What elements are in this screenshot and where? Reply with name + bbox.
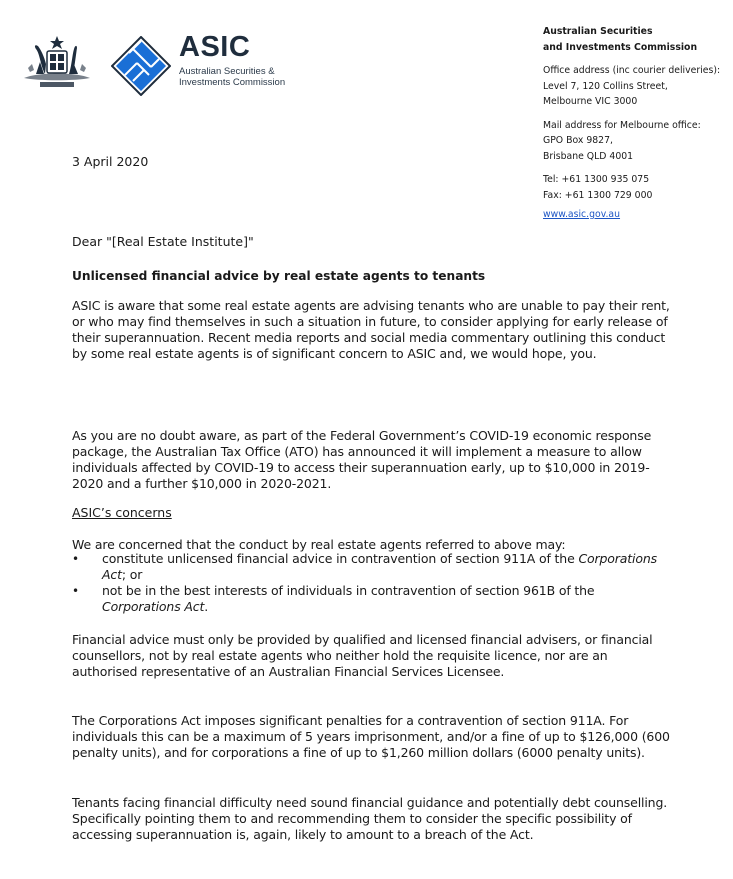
brand-sub-line2: Investments Commission xyxy=(179,77,286,88)
coat-of-arms-icon xyxy=(18,34,96,96)
concerns-list xyxy=(72,551,672,615)
bullet-tail: ; or xyxy=(121,567,143,582)
mail-line1: GPO Box 9827, xyxy=(543,135,613,146)
list-item xyxy=(72,583,672,615)
asic-logo-icon xyxy=(111,36,171,96)
paragraph-1: ASIC is aware that some real estate agents are advising tenants who are unable to pay their rent, or who may find themselves in such a situation in future, to consider applying for early release of their superannuation. Recent media reports and social media commentary outlining this conduct by some real estate agents is of significant concern to ASIC and, we would hope, you. xyxy=(72,298,670,361)
tel: Tel: +61 1300 935 075 xyxy=(543,174,650,185)
bullet-italic: Corporations Act xyxy=(102,551,657,582)
salutation: Dear "[Real Estate Institute]" xyxy=(72,234,254,249)
asic-brand-subtitle xyxy=(179,66,285,88)
bullet-text: constitute unlicensed financial advice in contravention of section 911A of the xyxy=(102,551,579,566)
asic-brand-name: ASIC xyxy=(179,31,251,63)
office-line1: Level 7, 120 Collins Street, xyxy=(543,80,668,92)
org-name-line1: Australian Securities xyxy=(543,26,653,37)
bullet-tail: . xyxy=(204,599,209,614)
website-link[interactable]: www.asic.gov.au xyxy=(543,209,621,220)
brand-sub-line1: Australian Securities & xyxy=(179,66,275,77)
paragraph-6: Tenants facing financial difficulty need sound financial guidance and potentially debt counselling. Specifically pointing them to and recommending them to consider the specific possibility of accessing superannuation is, again, likely to amount to a breach of the Act. xyxy=(72,795,668,842)
list-item xyxy=(72,551,672,583)
org-name-line2: and Investments Commission xyxy=(543,41,698,53)
mail-line2: Brisbane QLD 4001 xyxy=(543,150,634,162)
concerns-heading: ASIC’s concerns xyxy=(72,505,172,520)
address-block xyxy=(543,24,720,223)
bullet-italic: Corporations Act xyxy=(102,599,205,614)
bullet-icon: • xyxy=(72,584,79,598)
office-label: Office address (inc courier deliveries): xyxy=(543,65,721,76)
letter-date: 3 April 2020 xyxy=(72,154,149,169)
paragraph-2: As you are no doubt aware, as part of the Federal Government’s COVID-19 economic response package, the Australian Tax Office (ATO) has announced it will implement a measure to allow individuals affected by COVID-19 to access their superannuation early, up to $10,000 in 2019-2020 and a further $10,000 in 2020-2021. xyxy=(72,428,652,491)
paragraph-5: The Corporations Act imposes significant penalties for a contravention of section 911A. For individuals this can be a maximum of 5 years imprisonment, and/or a fine of up to $126,000 (600 penalty units), and for corporations a fine of up to $1,260 million dollars (6000 penalty units). xyxy=(72,713,670,760)
fax: Fax: +61 1300 729 000 xyxy=(543,189,653,201)
subject-heading: Unlicensed financial advice by real estate agents to tenants xyxy=(72,269,486,283)
paragraph-4: Financial advice must only be provided by qualified and licensed financial advisers, or financial counsellors, not by real estate agents who neither hold the requisite licence, nor are an authorised representative of an Australian Financial Services Licensee. xyxy=(72,632,653,679)
paragraph-3: We are concerned that the conduct by real estate agents referred to above may: xyxy=(72,537,566,552)
bullet-text: not be in the best interests of individuals in contravention of section 961B of the xyxy=(102,583,595,598)
office-line2: Melbourne VIC 3000 xyxy=(543,96,638,107)
mail-label: Mail address for Melbourne office: xyxy=(543,119,701,131)
bullet-icon: • xyxy=(72,552,79,566)
